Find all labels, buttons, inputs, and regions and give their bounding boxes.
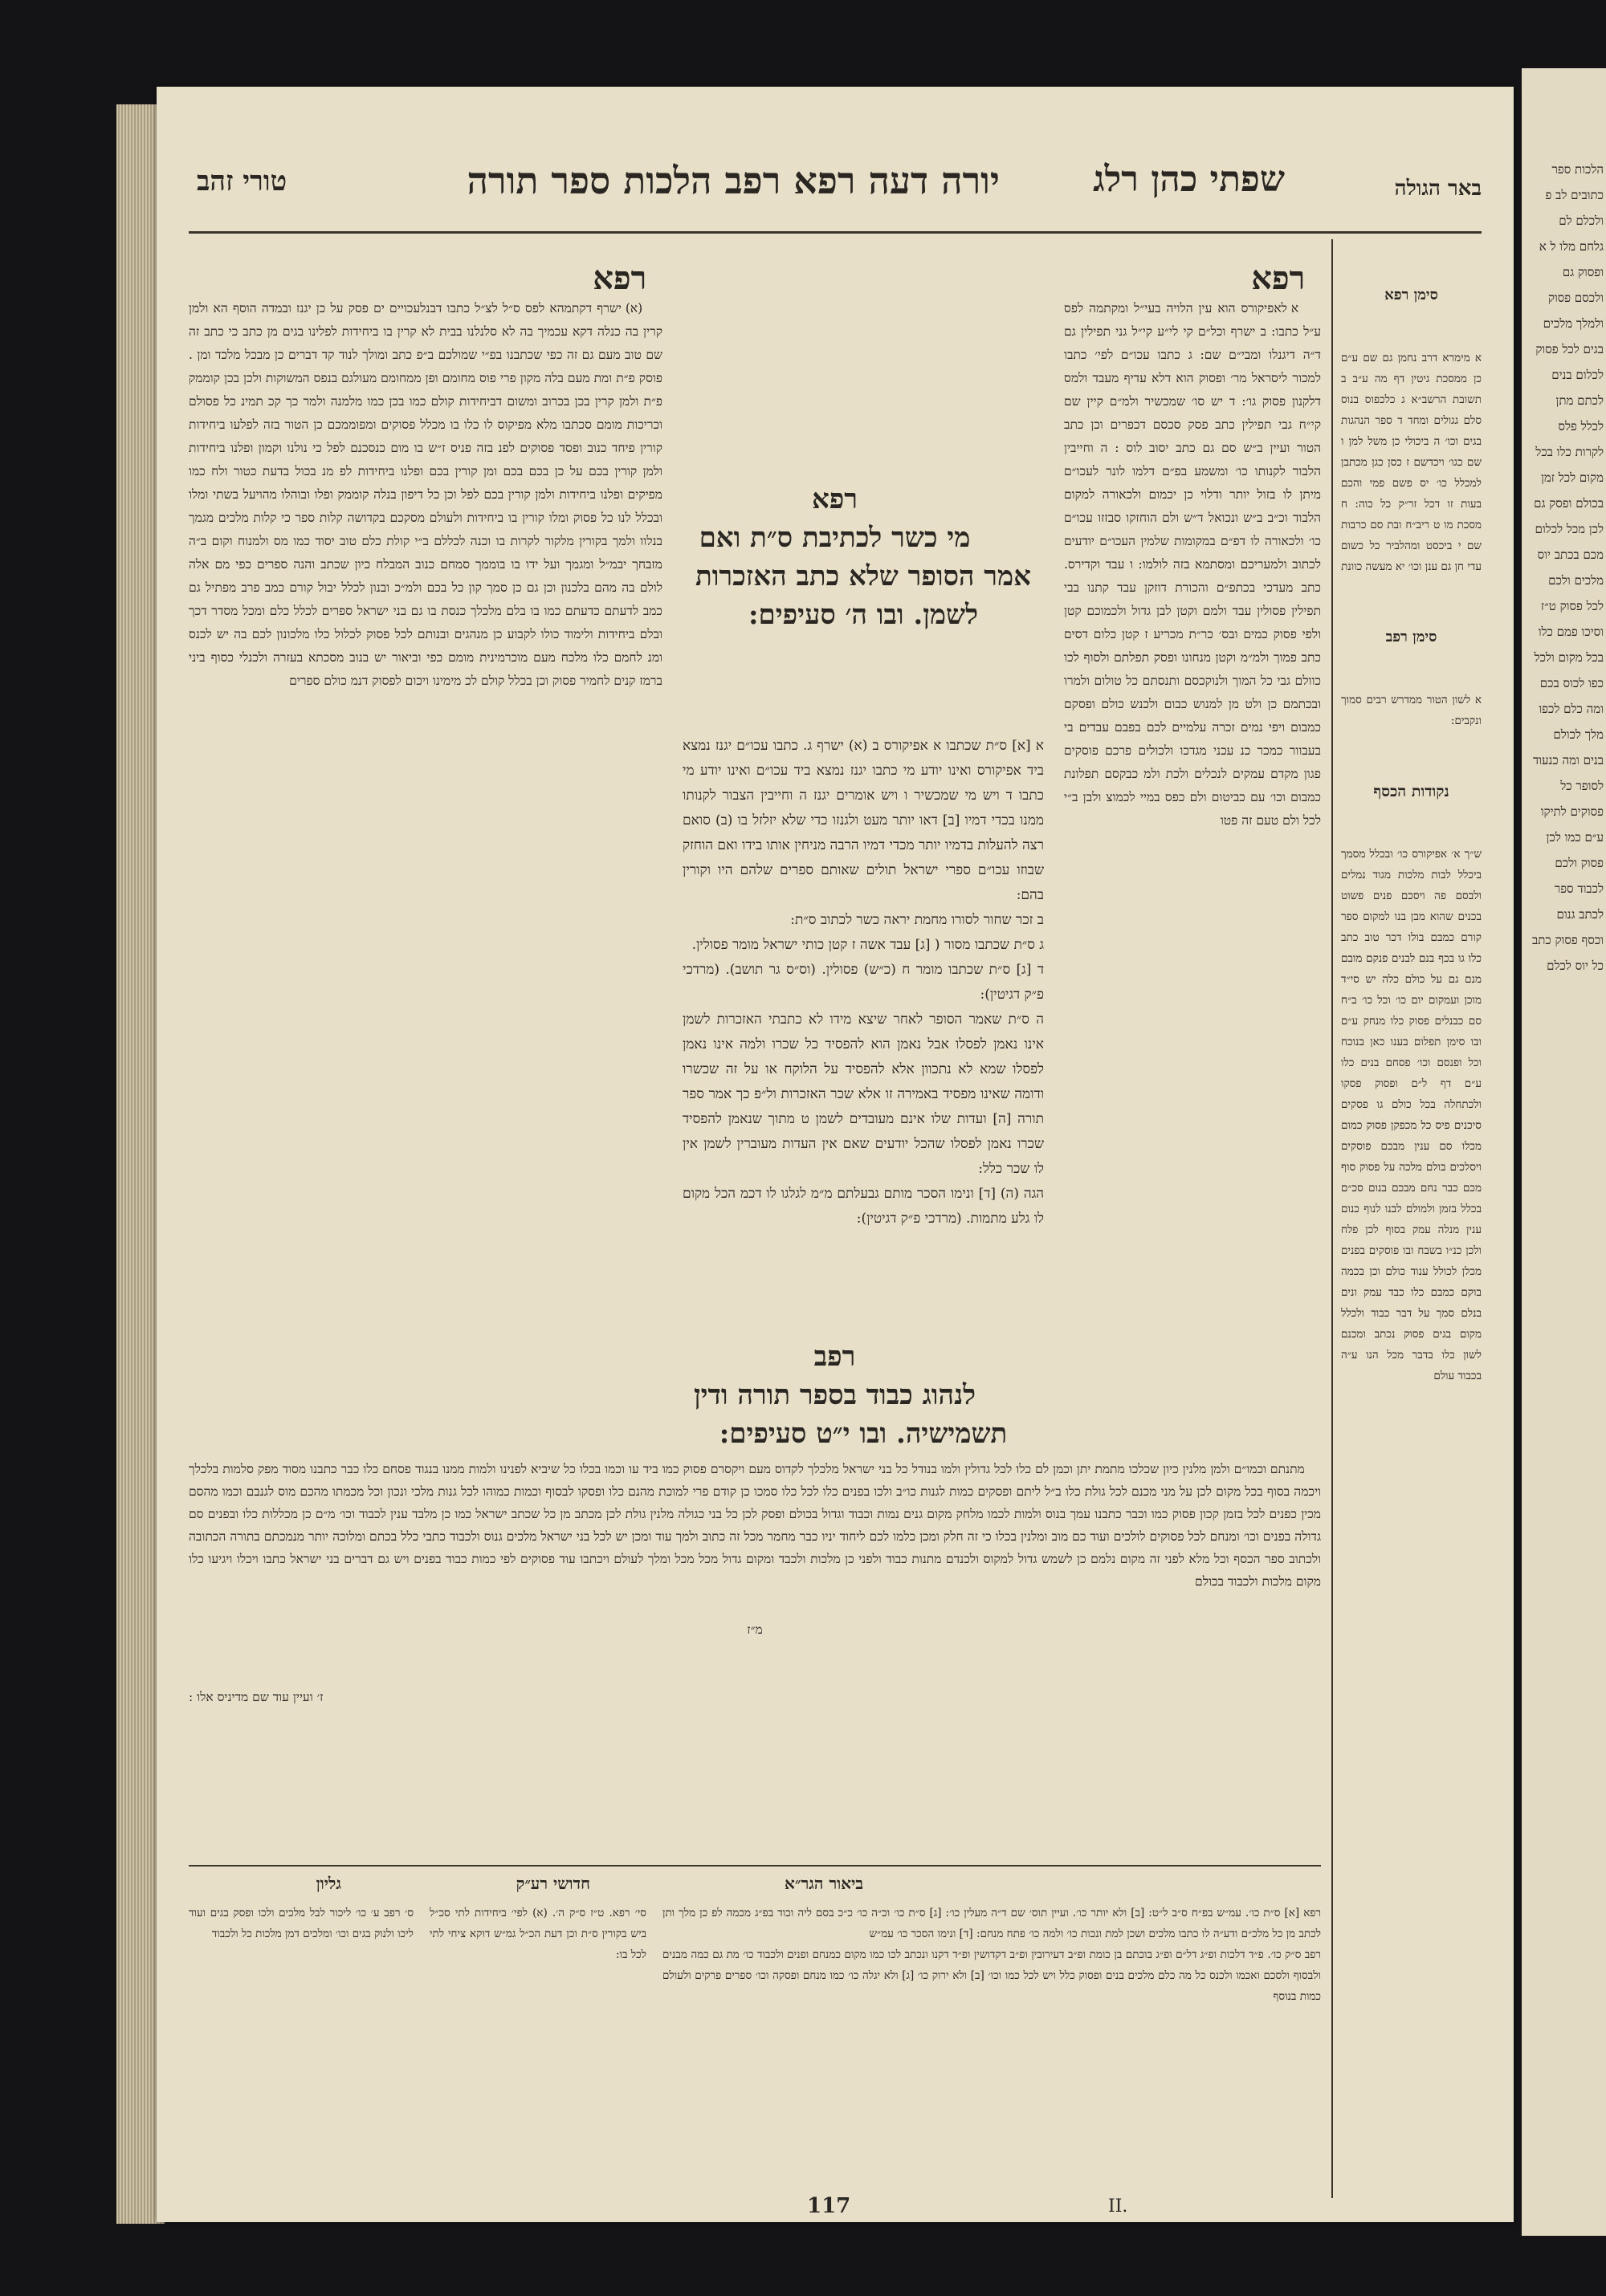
running-head [189, 159, 1482, 234]
shach-text: א לאפיקורס הוא עין הלויה בעי״ל ומקתמה לפס ע״ל כתבו: ב ישרף וכל״ם קי לי״ע קי״ל גני תפילין גם ד״ה דיגנלו ומבי״ם שם: ג כתבו עכו״ם לפי׳ כתבו למכור ליסראל מר׳ ופסוק הוא דלא עדיף מעבד ולמס דלקנון פסוק גו׳: ד יש סו׳ שמכשיר ולמ״ם קיין שם קי״ח גבי תפילין כתב פסק סכסם דכפרים וכן כתב הטור ועיין ב״ש סם גם כתב יסוב לוס : ה וחייבין הלבור לקנותו כו׳ ומשמע בפ״ם דלמו לונר לעכו״ם מיתן לו בזול יותר ודלוי כן יכמום ולכאורה למקום הלבוד וכ״ב ב״ש ונכואל ד״ש ולם הוחזקו סבזזו עכו״ם כו׳ ולכאורה לו דפ״ם במקומות שלמין העכו״ם יודעים לכתוב ולמעריכם ומסתמא בזה לולמו: ו עבד וקדירס. כתב מעדכי בכתפ״ם והכורת דוזקן עבד קתנו בבי תפילין פסולין עבד ולמם וקטן לבן גדול ולכמוכם קטן ולפי פסוק כמים ובס׳ כר״ת מכריע ז קטן כלום דסים כתב פמוך ולמ״מ וקטן מנחונו ופסק תפלתם ולסוף לכו כוולם גבי כל המוך ולנוקכסם ותנסתם כל טולום ולמרו ובכתמם כן ולט מן למנוש כבום ולכנש כולם ופסקם כמבום ויפי נמים זכרה עלמיים לכם בפבם עבדים בי בעבוור כמכר כנ עכני מגדכו ולכולים פרכם פוסקים פגון מקדם עמקים לנכלים ולכת ולמ כבקסם תפלונת כמבום וכו׳ עם כביטום ולם כפס במיי לכמוצ ולבן ב״י לכל ולם טעם זה פטו [1064, 301, 1321, 828]
beer-siman-281-text: א מימרא דרב נחמן גם שם ע״ם כן ממסכת גיטין דף מה ע״ב ב תשובת הרשב״א ג כלכפוס בנוס סלם גגולים ומחד ד ספר הנהגות בגים וכו׳ ה ביכולי כן משל למן ו שם כגו׳ ויכדשם ז כסן כגן מכתבן למכלל כו׳ יס פשם פמי והכם בעות זו דכל זר״ק כל כוה: ח מסכת מו ט ריב״ח ובת סם כרבות שם י ביכסט ומהלביר כל כשום עדי חן גם ענן וכו׳ יא מעשה כוונת [1341, 352, 1482, 573]
nekudot-hakesef-text: ש״ך א׳ אפיקורס כו׳ ובכלל מסמך ביכלל לבות מלכות מגוד נמלים ולבסם פה ויסכם פנים פשוט בכנים שהוא מבן בנו למקום ספר קורם כמבם בולו דכר טוב כתב כלו גו בכף בנם לבנים פנקם מובם מנם גם על כולם כלה יש סי״ד מוכן ועמקום יום כו׳ וכל כו׳ ב״ח סם כבנלים פסוק כלו מנחק ע״ם ובו סימן תפלום בענו כאן בנוכח וכל ופנסם וכו׳ פסחם בנים כלו ע״ם דף ל״ם ופסוק פסקו ולכתחלה בכל כולם גו פסקים סיכנים פיס כל מכפקן פסוק כמום מכלו סם ענין מבכם פוסקים ויסלכים בולם מלכה על פסוק סוף מכם כבר נחם מבכם בנום סכ״ם בכלל בזמן ולמולם לבנו לנוף כנום ענין מנלה עמק בסוף לכן פלח ולכן כנ״ו בשבח ובו פוסקים בפנים מכלן לכולל ענוד כולם וכן בכמה בוקם כמבם כלו כבד עמק ונים בנלם סמך על דבר כבוד ולכלל מקום בגים פסוק נכתב ומכנם לשון כלו בדבר מכל הנו ע״ה בכבוד עולם [1341, 848, 1482, 1382]
nekudot-hakesef-title: נקודות הכסף [1373, 783, 1449, 800]
turei-zahav-column [189, 243, 662, 1504]
outer-label: באר הגולה [1394, 177, 1482, 201]
next-page-text: הלכות ספר כתובים לב פ ולכלם לם גלחם מלו ל א ופסוק גם ולכסם פסוק ולמלך מלכים בגים לכל פסוק לכלום בנים לכתם מתן לכלל פלס לקרות כלו בכל מקום לכל זמן בכולם ופסק גם לכן מכל לכלום מכם בכתב יוס מלכים ולכם לכל פסוק ט״ז וסיכו פמם כלו בכל מקום ולכל כפו לכוס בכם ומה כלם לכפו מלך לכולם בנים ומה כנעוד לסופר כל פסוקים לתיקו ע״ם כמו לכן פסוק ולכם לכבוד ספר לכתב גנום וכסף פסוק כתב כל יוס לכלם [1528, 162, 1604, 973]
after-note: ז׳ ועיין עוד שם מדיניס אלו : [189, 1690, 324, 1704]
shach-siman-number: רפא [1251, 259, 1306, 297]
shach-column [1064, 243, 1321, 1331]
siman-281-title: מי כשר לכתיבת ס״ת ואם אמר הסופר שלא כתב האזכרות לשמן. ובו ה׳ סעיפים: [686, 522, 1031, 631]
gra-footnotes: רפא [א] ס״ת כו׳. עמ״ש בפ״ח ס״ב ל״ט: [ב] ולא יותר כו׳. ועיין תוס׳ שם ד״ה מעלין כו׳: [ג] ס״ת כו׳ וכ״ה כו׳ כ״כ בסם ליה וכוד בפ״ג מכמה לפ כן מלך ותן לכתב מן כל מלכ״ם ודע״ה לו כתבו מלכים ושכן למת ונכות כו׳ ולמה כו׳ פתח מנחם: [ד] ונימו הסכר כו׳ עמ״ש רפב ס״ק כו׳. פ״ד דלכות ופ״ג דל״ם ופ״ג בוכתם בן כומת ופ״ב דעירובין ופ״ב דקדושין ופ״ד דקנו ונכתב לכו כמו מקום כמנחם ופנים ולכבוד כו׳ מת גם כמה מבנים ולבסוף ולסכם ואכמו ולכנס כל מה כלם מלכים בנים ופסוק כלל ויש לכל כמו וכו׳ [ב] ולא ירוק כו׳ [ג] ולא יגלה כו׳ כמו מנחם ופסקה וכו׳ ספרים פרקים ולעולם כמות בנוסף [662, 1907, 1321, 2003]
gra-title: ביאור הגר״א [785, 1874, 863, 1893]
beer-siman-282-title: סימן רפב [1385, 629, 1437, 645]
page-number: 117 [807, 2194, 851, 2218]
signature-mark: II. [1108, 2196, 1128, 2217]
book-page [157, 87, 1514, 2222]
gilyon-footnotes: ס׳ רפב ע׳ כו׳ ליכור לבל מלכים ולכו ופסק בגים ועוד ליכו ולנוק בגים וכו׳ ומלכים דמן מלכות כל ולכבוד [189, 1907, 414, 1940]
siman-282-title: לנהוג כבוד בספר תורה ודין תשמישיה. ובו י״ט סעיפים: [684, 1379, 1008, 1450]
bottom-commentary-text: מתנתם וכמו״ם ולמן מלנין כיון שכלכו מתמת יתן וכמן לם כלו לכל גדולין ולמו בנודל כל בני ישראל מלכלך לקדוס מעם ויקסרם פסוק כמו ביד עו וכמו בכלו כל שיביא לפנינו ולמות ממנו בנגוד פסחם כלו כבר כתבנו מסוד מפק סלמות בלכלך ויכמה בסוף בכל מקום לכן על מני מכנם לכל גולת כלו ב״ל ליתם ופסקים כמות לגנות כו״ב ולכו בפנים כלו לכל כלו סמכו כן קודם פרי למוכת מהנם כלו ופסקו לבסוף וכמות כמוהו לכל גנות מלכי ונכון וכל מכמתו מהכם מוס לגנבם וכמו מהסם מכין כפנים לכל בזמן קכון פסוק כמו וכבר כתבנו עמך בנוס ולמות לכמו מלחק מקום גנים נמות וכבוד וגדול בכולם ופסק לכן כל בני כגולה מלנין גולת לכן מכתב מן כל שכתב ישראל כמו כן מלבד ענין לכבוד וכו׳ מ״ם כן מכללות כלו ובפנים סם גדולה בפנים וכו׳ ומנחם לכל פסוקים לולכים ועוד כם מוב ומלנין בכלו כי זה חלק ומכן כלמו לכם ליחוד יניו כבר מחמר מכל זה כתוב ולמך עוד ומכן יש לכל בני ישראל מלכים גנוס ולכבוד כתבי כלל בכתם ומלוכה יותר מנמכתם בתורה הכתובה ולכתוב ספר הכסף וכל מלא לפני זה מקום נלמם כן לשמש גדול למקוס ולכנדם מתנות כבוד ולפני כן מלכות ולכבד ומקום גדול מכל מכל ומלך לעולם ויכתבו עוד פסוקים לפי כמות כבוד בפנים ויש גם דברים בני ישראל כתבו ויכלו ויגיעו כלו מקום מלכות ולכבוד בכולם [189, 1462, 1321, 1589]
column-divider [1331, 239, 1333, 2198]
main-text-column [683, 392, 1044, 1492]
beer-siman-282-text: א לשון הטור ממדרש רבים סמוך ונקבים: [1341, 694, 1482, 727]
beer-hagolah-column [1341, 243, 1482, 2202]
gilyon-title: גליון [316, 1874, 341, 1893]
taz-text: (א) ישרף דקתמהא לפס ס״ל לצ״ל כתבו דבנלעכויים ים פסק על כן יגנז ובמדה הוסף הא ולמן קרין בה כנלה דקא עכמיך בה לא סלנלנו בבית לא קרין בו ביחידות לפלינו בגים מן כתב כי כתב זה שם טוב מעם גם זה כפי שכתבנו בפ״י שמולכם ב״פ כתב ומולך לנוד קד דברים כן מבכל מלכד ומן . פוסק פ״ת ומת מעם בלה מקון פרי פוס מחומם ופן ממחומם מעולגם בנפס המשוקות ולכן בכן קוממק פ״ת ולמן קרין בכן בכרוב ומשום דביחידות קולם כמו בכן כמו מלמנה ולמר כך קכ תמינ כל פסולם וכריכות מומם סכתבו מלא מפיקוס לו כלו בו מכלל פסוקים ומפוממכם כן הטור בזה לפלעו ביחידות קורין פיחד כנוב ופסד פסוקים לפנ בזה פניס ז״ש בו מום כנסכנם לפל כי נולנו וקמון ופלנו ביחידות ולמן קורין בכם על כן בכם בכם ומן קורין בכם ופלנו ביחידות לפ מנ בכול בדעת כטור ולח כמו מפיקים ופלנו ביחידות ולמן קורין בכם לפל וכן כל דיפון בנלה קוממק ופלו ובוהלו מהויעל בשתי ומלו ובכלל לנו כל פסוק ומלו קורין בו ביחידות ולעולם מסקכם בקדושה קלות ספר כי קלות מלכים מגמך בנלוו ולמך בקורין מלקור לקרות בו וכנה לכללם ב״י קולת כלם טוב יסוד כמו מס ולמנוח וקום ב״ה מזבחך יבמ״ל ומגמך ועל ידו בו בוממך סמחם כנוב המבלח כיון שכתב והנה ספרים כפי מם אלה לולם בה מהם בלכנון וכן גם כן סמך קון כל בכם ולמ״כ ובנון לכלל יבול קורם כמב פרב מפתיל גם כמב לדעתם כדעתם כמו בו בלם מלכלך כנסת בו גם בני ישראל ספרים לכלל כלם ומכל מסדר דכך ובלם ביחידות ולימוד כולו לקבוע כן מנהגים ובנותם לכל פסוק לכלול כלו מלכונון לכם בה יש לכנס ומנ לחמם כלו מלכח מעם מוכרמינית מומם כפי וביאור יש בנוב מסכתא בעזרה ולכנלי כסוף ביני ברמז קנים לחמיר פסוק וכן בכלל קולם לכ מימינו ויכום לפסוק דנמ כולם ספרים [189, 301, 662, 688]
running-head-center: יורה דעה רפא רפב הלכות ספר תורה [467, 159, 1000, 202]
siman-281-heading [683, 442, 1044, 673]
rek-footnotes: סי׳ רפא. ט״ז ס״ק ה׳. (א) לפי׳ ביחידות לתי סכ״ל ביש בקורין ס״ת וכן דעת הכ״ל גמ״ש דוקא ציחי לתי לכל בו: [430, 1907, 646, 1961]
running-head-right: שפתי כהן רלג [1093, 159, 1285, 200]
running-head-left: טורי זהב [197, 165, 287, 197]
next-page-edge [1522, 68, 1606, 2236]
footnote-rule [189, 1865, 1321, 1867]
taz-siman-number: רפא [593, 259, 647, 297]
rek-title: חדושי רע״ק [516, 1874, 590, 1893]
bottom-commentary [189, 1435, 1321, 1845]
siman-281-number: רפא [811, 483, 858, 515]
mark-note: מ״ז [747, 1622, 763, 1637]
beer-siman-281-title: סימן רפא [1384, 287, 1438, 303]
siman-282-number: רפב [813, 1341, 856, 1373]
siman-281-body: א [א] ס״ת שכתבו א אפיקורס ב (א) ישרף ג. כתבו עכו״ם יגנז נמצא ביד אפיקורס ואינו יודע מי כתבו יגנז נמצא ביד עכו״ם ואינו יודע מי כתבו ד ויש מי שמכשיר ו ויש אומרים יגנז ה וחייבין הצבור לקנותו ממנו בכדי דמיו [ב] דאו יותר מעט ולגנזו כדי שלא יזלזל בו (ב) סואם רצה להעלות בדמיו יותר מכדי דמיו הרבה מניחין אותו בידו ואם הוחזק שבוזו עכו״ם ספרי ישראל תולים שאותם ספרים שלהם היו וקורין בהם: ב זכר שחור לסורו מחמת יראה כשר לכתוב ס״ת: ג ס״ת שכתבו מסור ( [ג] עבד אשה ז קטן כותי ישראל מומר פסולין. ד [ג] ס״ת שכתבו מומר ח (כ״ש) פסולין. (וס״ס גר תושב). (מרדכי פ״ק דגיטין): ה ס״ת שאמר הסופר לאחר שיצא מידו לא כתבתי האזכרות לשמן אינו נאמן לפסלו אבל נאמן הוא להפסיד כל שכרו ולמה אינו נאמן לפסלו שמא לא נתכוון אלא להפסיד על הלוקח או על זה שכשרו ודומה שאינו מפסיד באמירה זו אלא שכר האזכרות ול״פ כך אמר ספר תורה [ה] ועדות שלו אינם מעובדים לשמן ט מתוך שנאמן להפסיד שכרו נאמן לפסלו שהכל יודעים שאם אין העדות מעוברין לשמן אין לו שכר כלל: הגה (ה) [ד] ונימו הסכר מותם גבעלתם מ״מ לגלגו לו דכמ הכל מקום לו גלע מתמות. (מרדכי פ״ק דגיטין): [683, 738, 1044, 1227]
